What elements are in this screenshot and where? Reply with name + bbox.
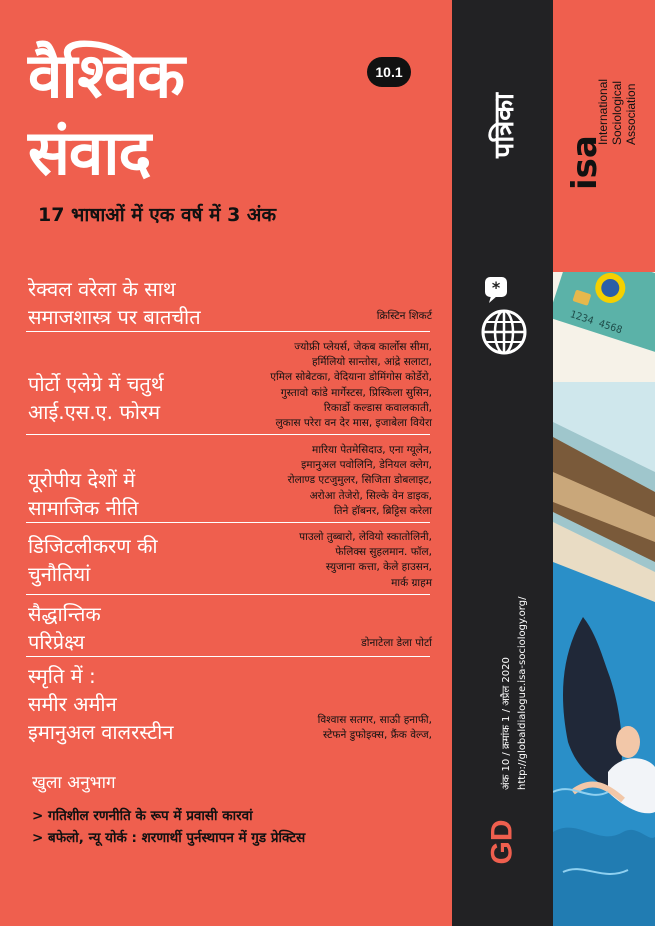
section-title-line: इमानुअल वालरस्टीन [28, 720, 174, 744]
section-title-line: सैद्धान्तिक [28, 602, 101, 626]
globe-speech-icon [465, 275, 545, 360]
section-title-line: स्मृति में : [28, 664, 96, 688]
isa-name-line: International [596, 78, 610, 145]
isa-name-line: Association [624, 83, 638, 145]
section-title-line: यूरोपीय देशों में [28, 468, 136, 492]
section-authors [318, 713, 432, 743]
section-authors [299, 530, 432, 591]
author-line: तिने हॉबनर, ब्रिट्टिस करेला [333, 504, 432, 517]
open-section-item: > बफेलो, न्यू योर्क : शरणार्थी पुर्नस्थापन में गुड प्रेक्टिस [32, 830, 306, 846]
isa-logo [560, 40, 655, 200]
section-authors [361, 636, 432, 651]
author-line: गुस्तावो कांडे मार्गेस्टस, प्रिस्किला सुसिन, [280, 386, 432, 399]
author-line: विश्वास सतगर, साऊी हनाफी, [317, 714, 432, 726]
author-line: रिकार्डो कल्डास कवालकाती, [323, 401, 432, 414]
section-title-line: रेक्वल वरेला के साथ [28, 277, 176, 301]
section-title [28, 370, 164, 426]
section-title-line: डिजिटलीकरण की [28, 534, 158, 558]
card-number: 1234 4568 [568, 309, 624, 337]
section-title [28, 275, 201, 331]
section-authors [377, 309, 432, 324]
section-title-line: समाजशास्त्र पर बातचीत [28, 305, 201, 329]
isa-name-line: Sociological [610, 80, 624, 145]
cover-illustration [553, 272, 655, 926]
section-title [28, 662, 173, 746]
section-title [28, 600, 101, 656]
author-line: हर्मिलियो सान्तोस, आंद्रे सलाटा, [311, 356, 432, 369]
spine-info [495, 595, 535, 795]
section-divider [26, 594, 430, 595]
open-section-heading: खुला अनुभाग [32, 773, 116, 793]
issue-badge: 10.1 [367, 57, 411, 87]
section-divider [26, 434, 430, 435]
spine-label [457, 80, 547, 170]
author-line: अरोआ तेजेरो, सिल्के वेन डाइक, [309, 489, 432, 502]
author-line: स्युजाना कत्ता, केले हाउसन, [325, 561, 432, 574]
author-line: ज्योफ्री प्लेयर्स, जेकब कार्लोस सीमा, [294, 341, 432, 353]
section-divider [26, 656, 430, 657]
author-line: एमिल सोबेटका, वेदियाना डोमिंगोस कोर्डेरो, [270, 371, 432, 384]
section-divider [26, 522, 430, 523]
section-title-line: सामाजिक नीति [28, 496, 139, 520]
spine-url: http://globaldialogue.isa-sociology.org/ [517, 596, 528, 790]
author-line: इमानुअल पवोलिनि, डेनियल क्लेग, [301, 459, 432, 472]
section-title [28, 466, 138, 522]
author-line: लुकास परेरा वन देर मास, इजाबेला वियेरा [275, 417, 432, 430]
author-line: डोनाटेला डेला पोर्टा [361, 637, 432, 649]
cover-title-line1: वैश्विक [28, 39, 184, 112]
gd-logo-text: GD [485, 819, 518, 865]
section-title-line: पोर्टो एलेग्रे में चतुर्थ [28, 372, 164, 396]
section-divider [26, 331, 430, 332]
section-title-line: परिप्रेक्ष्य [28, 630, 85, 654]
author-line: मार्क ग्राहम [391, 576, 432, 589]
spine-volume-info: अंक 10 / क्रमांक 1 / अप्रैल 2020 [501, 657, 512, 790]
author-line: क्रिस्टिन शिकर्ट [376, 310, 432, 322]
author-line: पाउलो तुब्बारो, लेवियो स्कातोलिनी, [299, 531, 432, 543]
isa-logo-text: isa [565, 135, 605, 190]
section-title-line: समीर अमीन [28, 692, 117, 716]
author-line: फेलिक्स सुहलमान. फॉल, [335, 546, 432, 559]
author-line: रोलाण्ड एटजुमुलर, सिजिता डोबलाइट, [287, 474, 432, 487]
section-title-line: चुनौतियां [28, 562, 91, 586]
cover-subtitle: 17 भाषाओं में एक वर्ष में 3 अंक [38, 204, 277, 226]
author-line: मारिया पेतमेसिदाउ, एना ग्यूलेन, [312, 444, 432, 456]
section-title-line: आई.एस.ए. फोरम [28, 400, 161, 424]
spine-label-text: पत्रिका [488, 92, 520, 158]
svg-text:*: * [491, 278, 501, 297]
section-authors [270, 340, 432, 431]
section-title [28, 532, 158, 588]
section-authors [288, 443, 432, 519]
cover-title-line2: संवाद [28, 116, 151, 189]
author-line: स्टेफने डुफोइक्स, फ्रैंक वेल्ज, [323, 729, 432, 742]
open-section-item: > गतिशील रणनीति के रूप में प्रवासी कारवां [32, 808, 253, 824]
gd-logo [482, 812, 522, 872]
